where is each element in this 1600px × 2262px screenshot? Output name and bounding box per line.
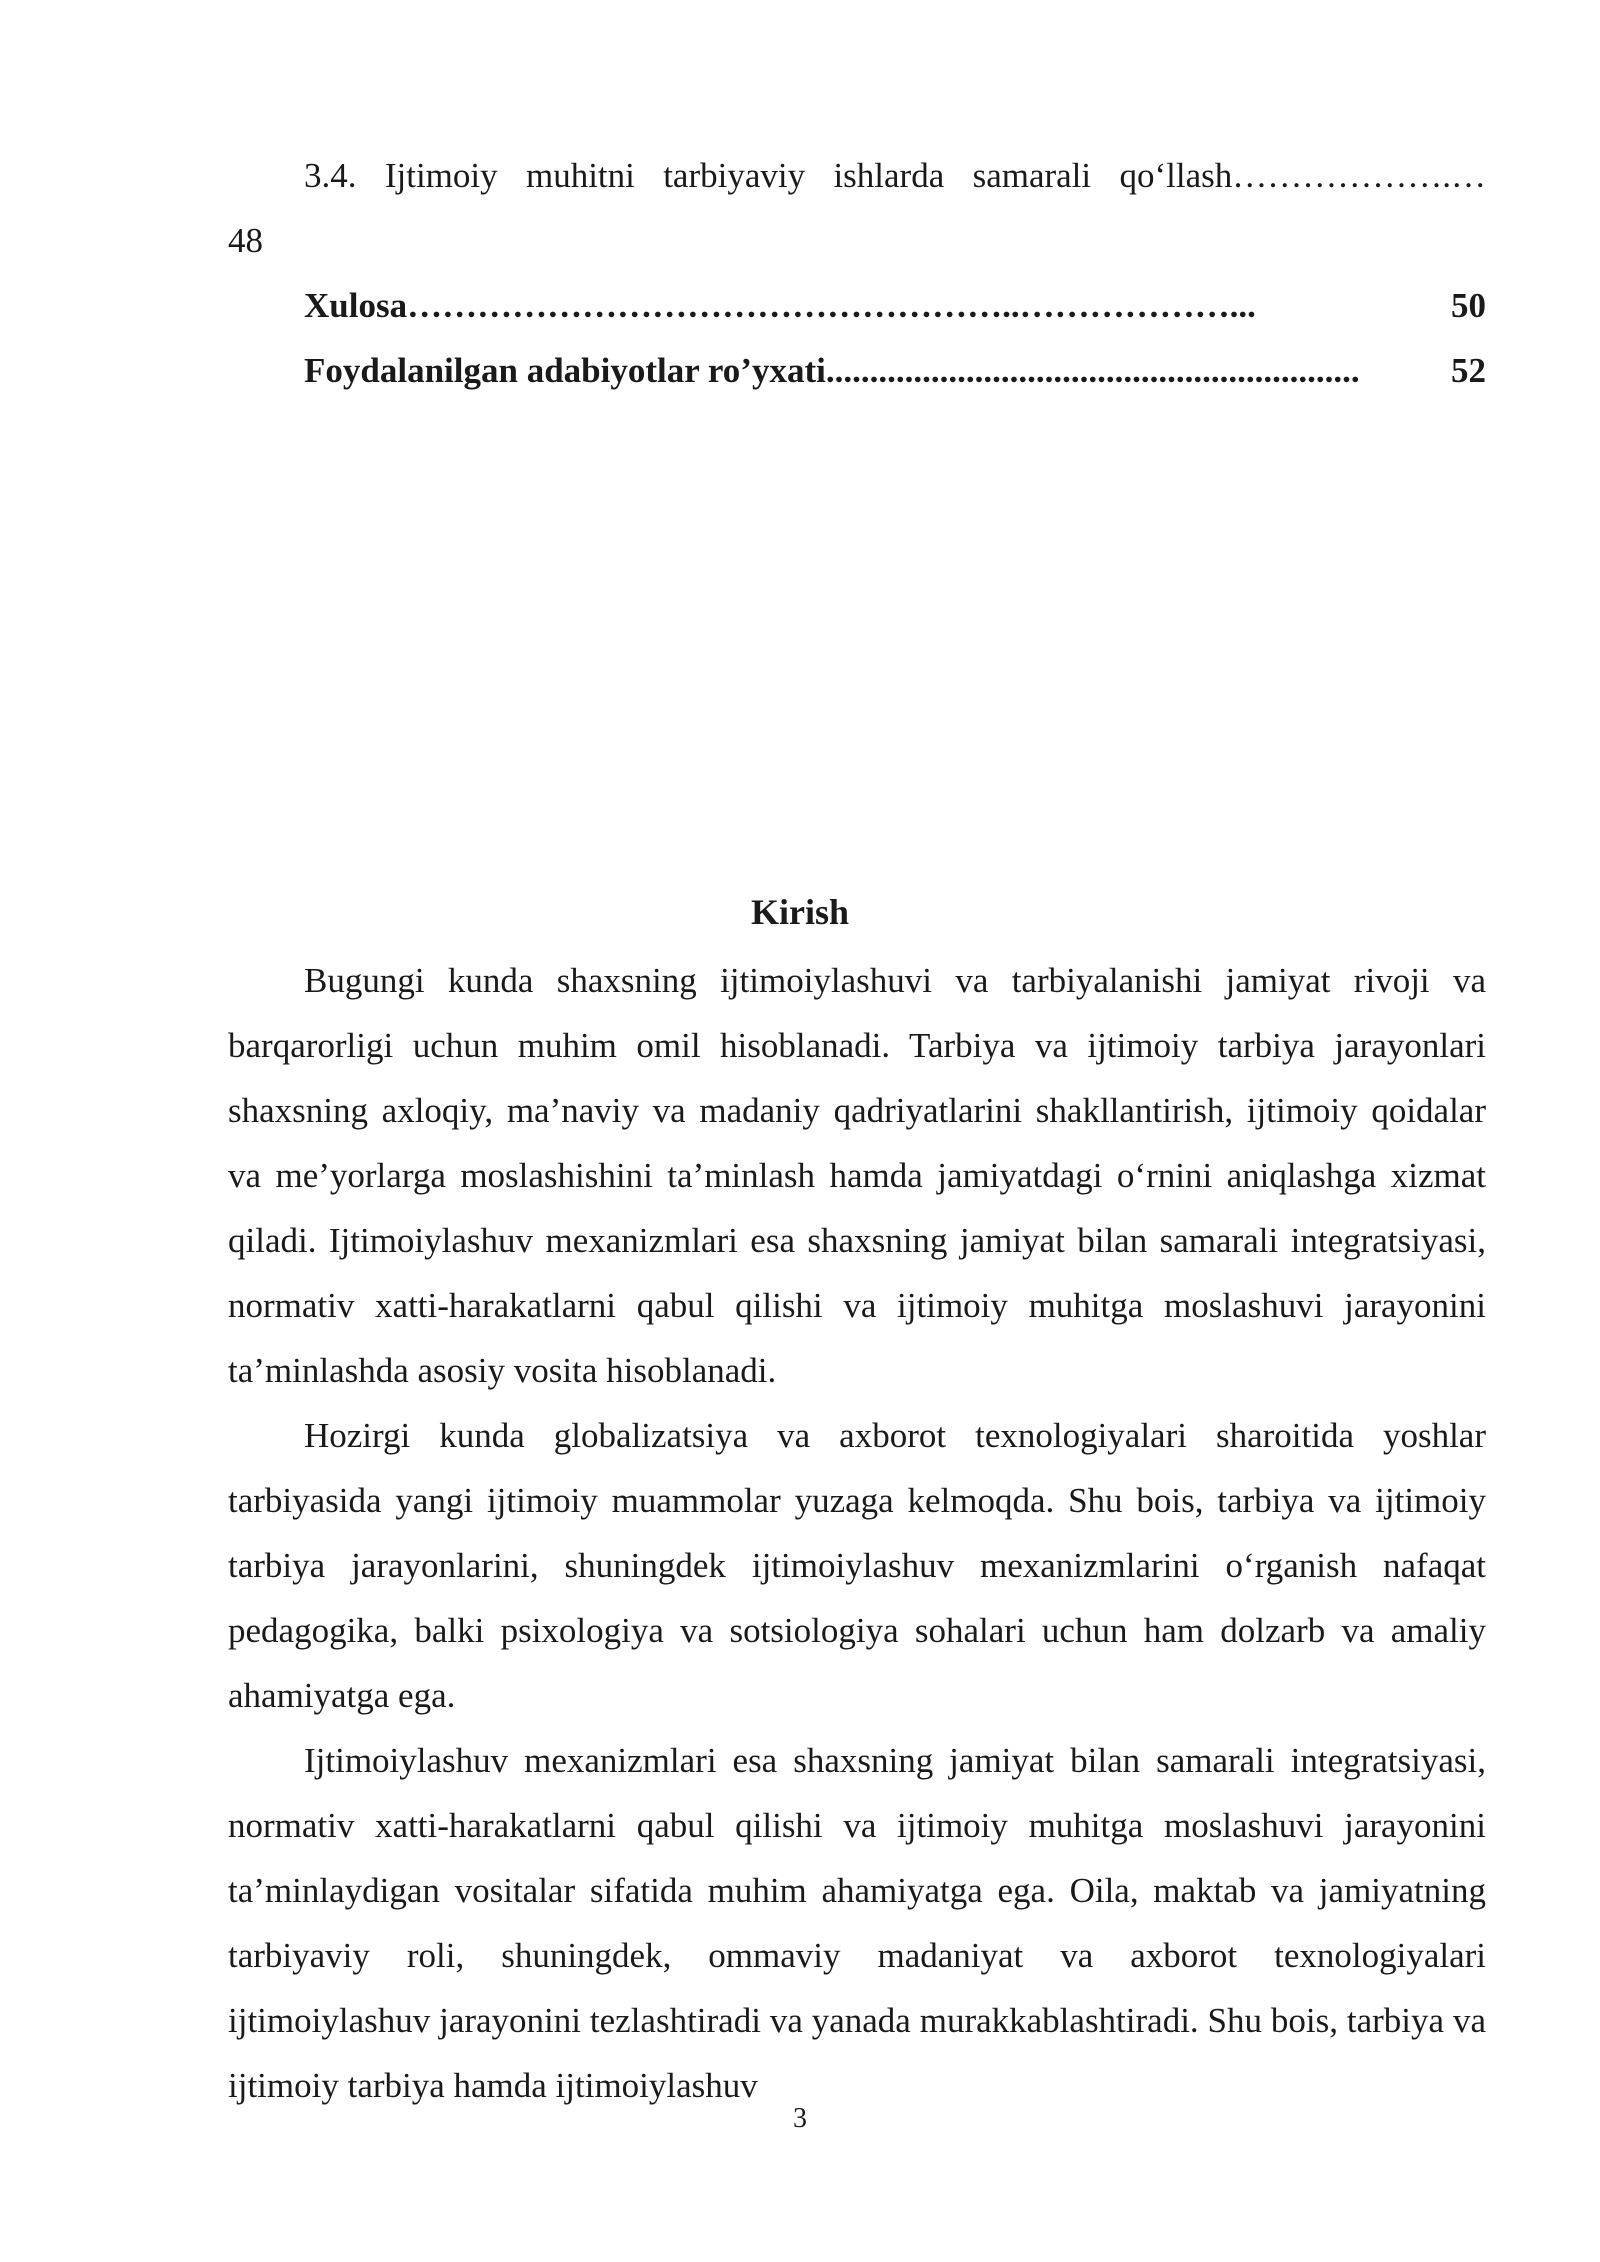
toc-entry-references-label: Foydalanilgan adabiyotlar ro’yxati [304, 351, 826, 390]
toc-entry-references-page: 52 [1451, 351, 1486, 390]
page-number: 3 [793, 2103, 807, 2134]
toc-entry-conclusion-dots: ……………………………………………..………………... [407, 286, 1256, 325]
section-title: Kirish [750, 892, 849, 932]
toc-entry-conclusion-page: 50 [1451, 286, 1486, 325]
section-body [228, 948, 1486, 2118]
toc-entry-references [304, 349, 1486, 393]
toc-entry-conclusion [304, 284, 1486, 328]
toc-entry-conclusion-label: Xulosa [304, 286, 408, 325]
paragraph: Bugungi kunda shaxsning ijtimoiylashuvi va tarbiyalanishi jamiyat rivoji va barqarorligi uchun muhim omil hisoblanadi. Tarbiya va ijtimoiy tarbiya jarayonlari shaxsning axloqiy, ma’naviy va madaniy qadriyatlarini shakllantirish, ijtimoiy qoidalar va me’yorlarga moslashishini ta’minlash hamda jamiyatdagi o‘rnini aniqlashga xizmat qiladi. Ijtimoiylashuv mexanizmlari esa shaxsning jamiyat bilan samarali integratsiyasi, normativ xatti-harakatlarni qabul qilishi va ijtimoiy muhitga moslashuvi jarayonini ta’minlashda asosiy vosita hisoblanadi. [228, 961, 1486, 1390]
toc-entry-3-4 [304, 154, 1486, 198]
paragraph: Ijtimoiylashuv mexanizmlari esa shaxsning jamiyat bilan samarali integratsiyasi, normativ xatti-harakatlarni qabul qilishi va ijtimoiy muhitga moslashuvi jarayonini ta’minlaydigan vositalar sifatida muhim ahamiyatga ega. Oila, maktab va jamiyatning tarbiyaviy roli, shuningdek, ommaviy madaniyat va axborot texnologiyalari ijtimoiylashuv jarayonini tezlashtiradi va yanada murakkablashtiradi. Shu bois, tarbiya va ijtimoiy tarbiya hamda ijtimoiylashuv [228, 1741, 1486, 2105]
toc-entry-references-dots: ............................................................. [825, 351, 1360, 390]
paragraph: Hozirgi kunda globalizatsiya va axborot texnologiyalari sharoitida yoshlar tarbiyasida yangi ijtimoiy muammolar yuzaga kelmoqda. Shu bois, tarbiya va ijtimoiy tarbiya jarayonlarini, shuningdek ijtimoiylashuv mexanizmlarini o‘rganish nafaqat pedagogika, balki psixologiya va sotsiologiya sohalari uchun ham dolzarb va amaliy ahamiyatga ega. [228, 1416, 1486, 1715]
toc-entry-3-4-text: 3.4. Ijtimoiy muhitni tarbiyaviy ishlarda samarali qo‘llash……………….… [304, 156, 1486, 195]
toc-entry-3-4-page: 48 [228, 221, 263, 260]
